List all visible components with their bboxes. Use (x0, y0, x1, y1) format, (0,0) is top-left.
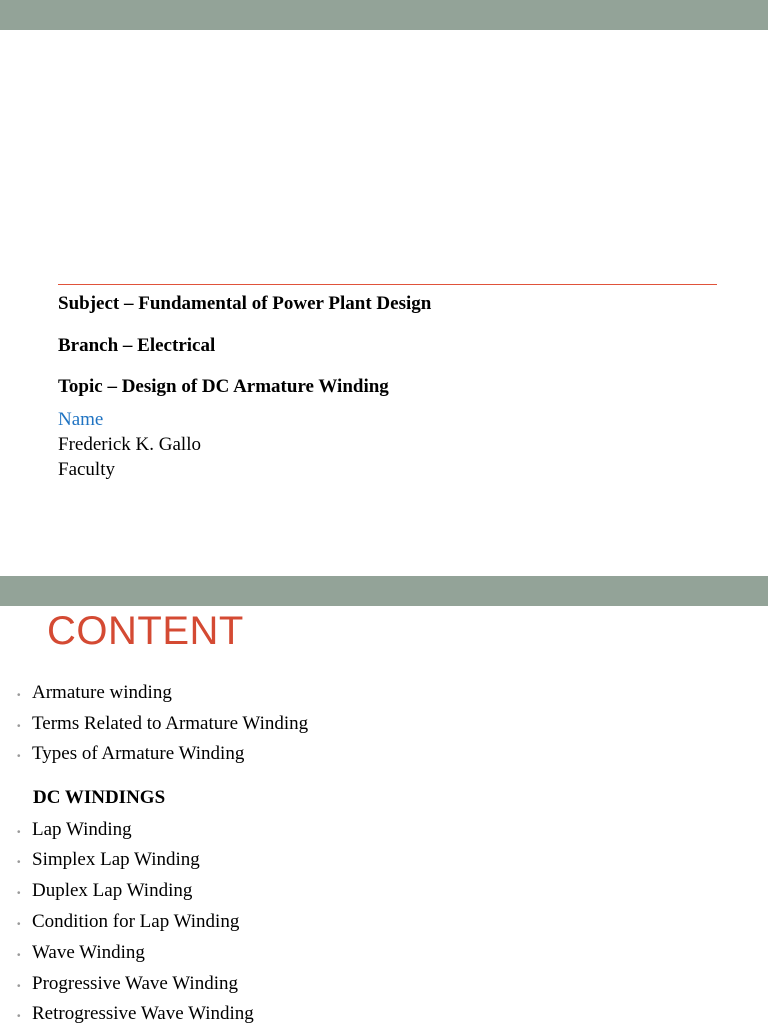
bullet-icon: • (17, 981, 21, 992)
topic-line: Topic – Design of DC Armature Winding (58, 376, 389, 397)
content-slide: CONTENT • Armature winding • Terms Related to Armature Winding • Types of Armature Winding DC WINDINGS • Lap Winding • Simplex Lap Winding • Duplex Lap Winding • Condition for Lap Winding • Wave Winding • Progressive Wave Winding • Retrogressive Wave Winding (17, 609, 309, 1024)
bullet-icon: • (17, 721, 21, 732)
subject-line: Subject – Fundamental of Power Plant Design (58, 293, 432, 314)
bullet-icon: • (17, 888, 21, 899)
divider-line (58, 284, 717, 285)
content-title: CONTENT (47, 609, 244, 653)
bullet-icon: • (17, 827, 21, 838)
branch-line: Branch – Electrical (58, 335, 216, 356)
bullet-icon: • (17, 857, 21, 868)
section-heading: DC WINDINGS (33, 787, 166, 808)
bullet-icon: • (17, 919, 21, 930)
bullet-icon: • (17, 751, 21, 762)
bullet-icon: • (17, 950, 21, 961)
bullet-icon: • (17, 690, 21, 701)
slide-header-band (0, 0, 768, 30)
author-name: Frederick K. Gallo (58, 434, 201, 455)
author-role: Faculty (58, 459, 115, 480)
title-slide (0, 30, 768, 576)
bullet-icon: • (17, 1011, 21, 1022)
name-label: Name (58, 409, 104, 430)
slide-divider-band (0, 576, 768, 606)
